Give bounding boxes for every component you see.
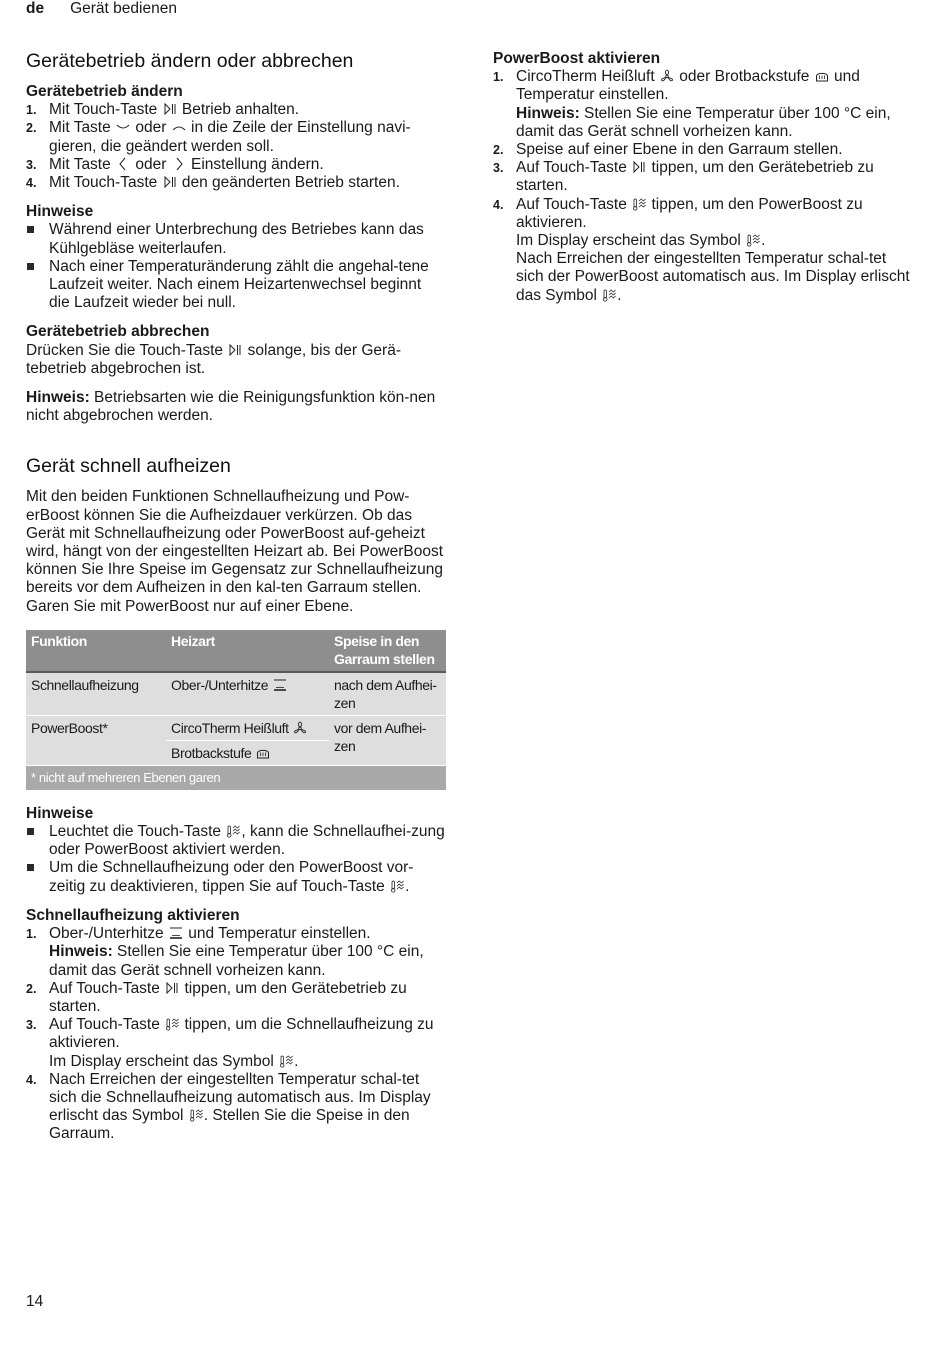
subheading-powerboost: PowerBoost aktivieren [493, 50, 661, 67]
table-footer-row [26, 765, 446, 790]
play-pause-icon [228, 343, 242, 357]
cancel-text [26, 342, 446, 378]
header-title: Gerät bedienen [70, 0, 177, 17]
step-number: 2. [26, 981, 37, 996]
quick-heat-intro: Mit den beiden Funktionen Schnellaufheizung und Pow-erBoost können Sie die Aufheizdauer verkürzen. Ob das Gerät mit Schnellaufheizung oder PowerBoost auf-geheizt wird, hängt von der eingestellten Heizart ab. Bei PowerBoost können Sie Ihre Speise im Gegensatz zur Schnellaufheizung bereits vor dem Aufheizen in den kal-ten Garraum stellen. Garen Sie mit PowerBoost nur auf einer Ebene. [26, 488, 444, 615]
play-pause-icon [163, 102, 177, 116]
note-text: Betriebsarten wie die Reinigungsfunktion kön-nen nicht abgebrochen werden. [26, 389, 436, 425]
step-number: 4. [26, 176, 37, 191]
note-text: Um die Schnellaufheizung oder den PowerBoost vor-zeitig zu deaktivieren, tippen Sie auf Touch-Taste [49, 859, 414, 895]
step-text: Mit Taste [49, 119, 116, 137]
step-text: Im Display erscheint das Symbol [49, 1052, 279, 1070]
table-cell [166, 715, 329, 740]
step-text: Mit Taste [49, 155, 116, 173]
cell-text: Brotbackstufe [171, 744, 255, 761]
cancel-note [26, 389, 446, 425]
table-header: Heizart [166, 630, 329, 672]
step-text: Auf Touch-Taste [516, 195, 632, 213]
play-pause-icon [632, 160, 646, 174]
step-text: Nach Erreichen der eingestellten Temperatur schal-tet sich die Schnellaufheizung automatisch aus. Im Display erlischt das Symbol [49, 1070, 431, 1125]
table-header-row [26, 630, 446, 672]
step-text: Auf Touch-Taste [49, 1016, 165, 1034]
step-text: Einstellung ändern. [186, 155, 324, 173]
step-text: tippen, um den PowerBoost zu aktivieren. [516, 195, 863, 231]
left-column [26, 50, 446, 1144]
step-text: Mit Touch-Taste [49, 174, 162, 192]
language-code: de [26, 0, 45, 17]
section-title-change-cancel: Gerätebetrieb ändern oder abbrechen [26, 50, 354, 72]
step-text: . [617, 286, 622, 304]
step-text: tippen, um die Schnellaufheizung zu aktivieren. [49, 1016, 434, 1052]
step-number: 3. [26, 1018, 37, 1033]
step-text: den geänderten Betrieb starten. [177, 174, 400, 192]
list-item [26, 101, 446, 119]
list-item [26, 980, 446, 1016]
notes-list [26, 823, 446, 896]
list-item [493, 196, 913, 305]
step-number: 1. [26, 103, 37, 118]
step-text: Im Display erscheint das Symbol [516, 232, 746, 250]
bread-icon [815, 69, 829, 83]
note-text: , kann die Schnellaufhei-zung oder PowerBoost aktiviert werden. [49, 823, 445, 859]
note-text: Stellen Sie eine Temperatur über 100 °C ein, damit das Gerät schnell vorheizen kann. [516, 104, 891, 140]
table-row [26, 672, 446, 716]
list-item [26, 258, 446, 313]
list-item [26, 1071, 446, 1144]
step-text: Speise auf einer Ebene in den Garraum stellen. [516, 141, 843, 159]
subheading-change: Gerätebetrieb ändern [26, 83, 183, 100]
list-item [493, 159, 913, 195]
step-text: . [294, 1052, 299, 1070]
note-label: Hinweis: [49, 943, 113, 961]
quick-heat-icon [279, 1054, 293, 1068]
list-item [26, 174, 446, 192]
step-text: oder [131, 119, 171, 137]
quick-heat-icon [746, 233, 760, 247]
table-cell: nach dem Aufhei-zen [329, 672, 446, 716]
step-text: tippen, um den Gerätebetrieb zu starten. [49, 979, 407, 1015]
section-title-quick-heat: Gerät schnell aufheizen [26, 455, 231, 478]
cell-text: CircoTherm Heißluft [171, 719, 293, 736]
step-number: 1. [26, 927, 37, 942]
step-text: Betrieb anhalten. [177, 101, 300, 119]
list-item [493, 141, 913, 159]
fan-icon [660, 69, 674, 83]
step-number: 3. [493, 161, 504, 176]
function-table [26, 630, 446, 791]
powerboost-steps [493, 68, 913, 305]
fan-icon [293, 721, 307, 735]
table-row [26, 715, 446, 740]
chevron-up-icon [172, 120, 186, 134]
step-text: Auf Touch-Taste [49, 979, 165, 997]
text: solange, bis der Gerä-tebetrieb abgebrochen ist. [26, 341, 401, 377]
subheading-cancel: Gerätebetrieb abbrechen [26, 323, 210, 341]
step-text: und Temperatur einstellen. [183, 925, 371, 943]
step-number: 4. [26, 1072, 37, 1087]
list-item [26, 925, 446, 980]
table-footnote: * nicht auf mehreren Ebenen garen [26, 765, 446, 790]
step-text: und Temperatur einstellen. [516, 68, 860, 104]
quick-activate-steps [26, 925, 446, 1143]
note-text: . [405, 877, 410, 895]
right-column [493, 50, 913, 305]
cell-text: Ober-/Unterhitze [171, 676, 272, 693]
list-item [26, 221, 446, 257]
note-text: Während einer Unterbrechung des Betriebes kann das Kühlgebläse weiterlaufen. [49, 221, 424, 257]
table-cell: vor dem Aufhei-zen [329, 715, 446, 765]
quick-heat-icon [165, 1017, 179, 1031]
text: Drücken Sie die Touch-Taste [26, 341, 228, 359]
notes-heading: Hinweise [26, 804, 94, 822]
table-cell: Schnellaufheizung [26, 672, 166, 716]
change-steps-list [26, 101, 446, 192]
step-text: Auf Touch-Taste [516, 159, 632, 177]
note-text: Leuchtet die Touch-Taste [49, 823, 226, 841]
step-text: . Stellen Sie die Speise in den Garraum. [49, 1107, 410, 1143]
step-text: oder Brotbackstufe [674, 68, 814, 86]
table-cell [166, 740, 329, 765]
chevron-right-icon [172, 157, 186, 171]
chevron-down-icon [116, 120, 130, 134]
step-text: in die Zeile der Einstellung navi-gieren, die geändert werden soll. [49, 119, 411, 155]
notes-list [26, 221, 446, 312]
quick-heat-icon [189, 1108, 203, 1122]
subheading-quick-activate: Schnellaufheizung aktivieren [26, 906, 240, 924]
step-text: tippen, um den Gerätebetrieb zu starten. [516, 159, 874, 195]
table-header: Funktion [26, 630, 166, 672]
step-number: 2. [26, 121, 37, 136]
top-bottom-heat-icon [169, 926, 183, 940]
table-header: Speise in den Garraum stellen [329, 630, 446, 672]
step-text: Nach Erreichen der eingestellten Temperatur schal-tet sich der PowerBoost automatisch aus. Im Display erlischt das Symbol [516, 250, 910, 304]
step-number: 1. [493, 70, 504, 85]
page-header [26, 0, 177, 18]
step-text: Ober-/Unterhitze [49, 925, 168, 943]
quick-heat-icon [226, 824, 240, 838]
note-label: Hinweis: [26, 389, 90, 407]
step-number: 2. [493, 143, 504, 158]
top-bottom-heat-icon [273, 678, 287, 692]
step-number: 4. [493, 197, 504, 212]
table-cell: PowerBoost* [26, 715, 166, 765]
list-item [493, 68, 913, 141]
notes-heading: Hinweise [26, 203, 94, 221]
play-pause-icon [165, 981, 179, 995]
list-item [26, 823, 446, 859]
quick-heat-icon [602, 288, 616, 302]
bread-icon [256, 746, 270, 760]
step-text: Mit Touch-Taste [49, 101, 162, 119]
step-text: . [761, 232, 766, 250]
note-text: Stellen Sie eine Temperatur über 100 °C ein, damit das Gerät schnell vorheizen kann. [49, 943, 424, 979]
chevron-left-icon [116, 157, 130, 171]
quick-heat-icon [390, 879, 404, 893]
note-text: Nach einer Temperaturänderung zählt die angehal-tene Laufzeit weiter. Nach einem Heizartenwechsel beginnt die Laufzeit wieder bei null. [49, 257, 429, 312]
play-pause-icon [163, 175, 177, 189]
note-label: Hinweis: [516, 104, 580, 122]
step-text: oder [131, 155, 171, 173]
table-cell [166, 672, 329, 716]
quick-heat-icon [632, 197, 646, 211]
list-item [26, 156, 446, 174]
list-item [26, 1016, 446, 1071]
step-number: 3. [26, 157, 37, 172]
step-text: CircoTherm Heißluft [516, 68, 659, 86]
list-item [26, 859, 446, 895]
page-number: 14 [26, 1293, 44, 1310]
list-item [26, 119, 446, 155]
